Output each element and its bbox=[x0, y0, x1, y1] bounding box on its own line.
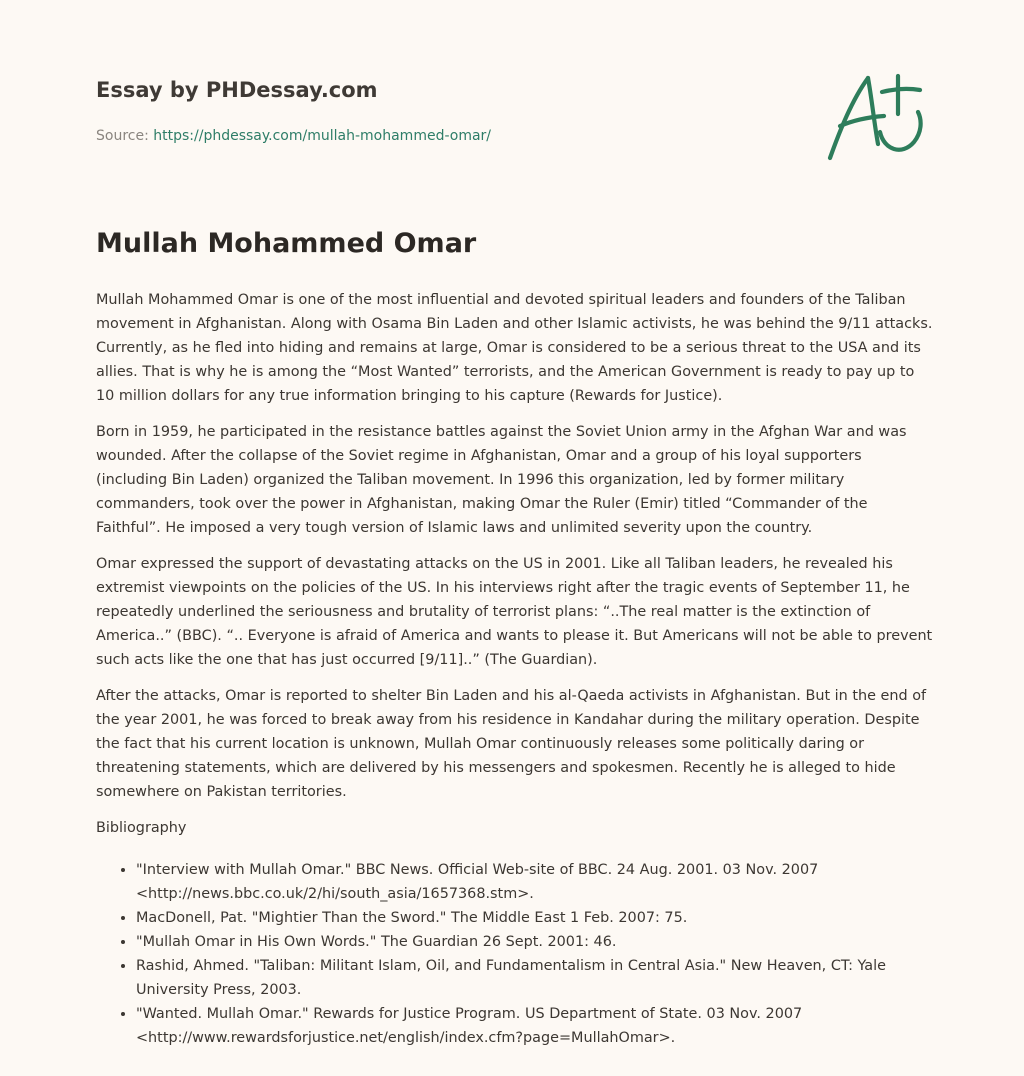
source-link[interactable]: https://phdessay.com/mullah-mohammed-omar/ bbox=[153, 128, 492, 144]
bibliography-heading: Bibliography bbox=[96, 820, 187, 836]
article bbox=[96, 224, 934, 1050]
source-label: Source: bbox=[96, 128, 149, 144]
page-header bbox=[96, 76, 796, 146]
page-title: Mullah Mohammed Omar bbox=[96, 228, 477, 259]
bibliography-item: • Rashid, Ahmed. "Taliban: Militant Islam, Oil, and Fundamentalism in Central Asia." New Heaven, CT: Yale University Press, 2003. bbox=[136, 954, 934, 1002]
bibliography-item: • MacDonell, Pat. "Mightier Than the Sword." The Middle East 1 Feb. 2007: 75. bbox=[136, 906, 934, 930]
bibliography-item: • "Wanted. Mullah Omar." Rewards for Justice Program. US Department of State. 03 Nov. 2007 <http://www.rewardsforjustice.net/english/index.cfm?page=MullahOmar>. bbox=[136, 1002, 934, 1050]
article-paragraph: Omar expressed the support of devastating attacks on the US in 2001. Like all Taliban leaders, he revealed his extremist viewpoints on the policies of the US. In his interviews right after the tragic events of September 11, he repeatedly underlined the seriousness and brutality of terrorist plans: “..The real matter is the extinction of America..” (BBC). “.. Everyone is afraid of America and wants to please it. But Americans will not be able to prevent such acts like the one that has just occurred [9/11]..” (The Guardian). bbox=[96, 556, 933, 668]
bibliography-item: • "Interview with Mullah Omar." BBC News. Official Web-site of BBC. 24 Aug. 2001. 03 Nov. 2007 <http://news.bbc.co.uk/2/hi/south_asia/1657368.stm>. bbox=[136, 858, 934, 906]
article-paragraph: Mullah Mohammed Omar is one of the most influential and devoted spiritual leaders and founders of the Taliban movement in Afghanistan. Along with Osama Bin Laden and other Islamic activists, he was behind the 9/11 attacks. Currently, as he fled into hiding and remains at large, Omar is considered to be a serious threat to the USA and its allies. That is why he is among the “Most Wanted” terrorists, and the American Government is ready to pay up to 10 million dollars for any true information bringing to his capture (Rewards for Justice). bbox=[96, 292, 933, 404]
a-plus-logo-icon bbox=[822, 70, 928, 164]
article-paragraph: After the attacks, Omar is reported to shelter Bin Laden and his al-Qaeda activists in Afghanistan. But in the end of the year 2001, he was forced to break away from his residence in Kandahar during the military operation. Despite the fact that his current location is unknown, Mullah Omar continuously releases some politically daring or threatening statements, which are delivered by his messengers and spokesmen. Recently he is alleged to hide somewhere on Pakistan territories. bbox=[96, 688, 927, 800]
site-title: Essay by PHDessay.com bbox=[96, 78, 378, 102]
article-paragraph: Born in 1959, he participated in the resistance battles against the Soviet Union army in the Afghan War and was wounded. After the collapse of the Soviet regime in Afghanistan, Omar and a group of his loyal supporters (including Bin Laden) organized the Taliban movement. In 1996 this organization, led by former military commanders, took over the power in Afghanistan, making Omar the Ruler (Emir) titled “Commander of the Faithful”. He imposed a very tough version of Islamic laws and unlimited severity upon the country. bbox=[96, 424, 907, 536]
bibliography-list bbox=[96, 858, 934, 1050]
source-line bbox=[96, 126, 796, 146]
bibliography-item: • "Mullah Omar in His Own Words." The Guardian 26 Sept. 2001: 46. bbox=[136, 930, 934, 954]
